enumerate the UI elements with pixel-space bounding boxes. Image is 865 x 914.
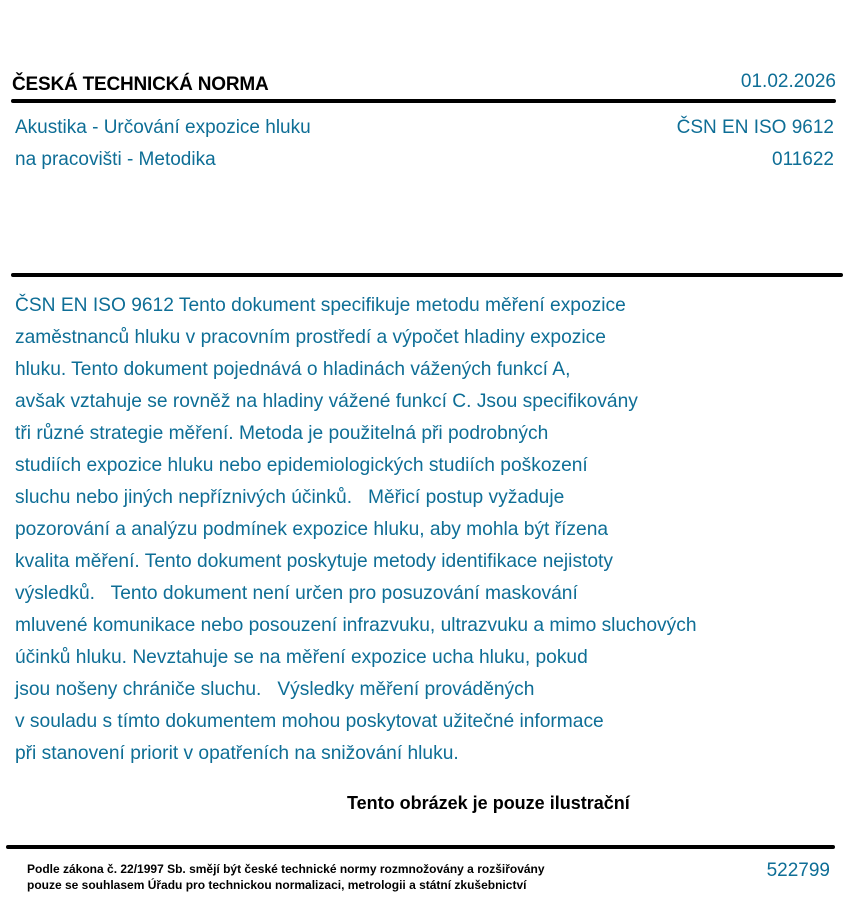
top-divider bbox=[11, 99, 836, 103]
abstract-line: kvalita měření. Tento dokument poskytuje metody identifikace nejistoty bbox=[15, 551, 613, 572]
abstract-line: hluku. Tento dokument pojednává o hladinách vážených funkcí A, bbox=[15, 359, 571, 380]
abstract-line: tři různé strategie měření. Metoda je použitelná při podrobných bbox=[15, 423, 549, 444]
abstract-line: při stanovení priorit v opatřeních na snižování hluku. bbox=[15, 743, 459, 764]
legal-line-1: Podle zákona č. 22/1997 Sb. smějí být české technické normy rozmnožovány a rozšiřovány bbox=[27, 862, 545, 876]
abstract-line: jsou nošeny chrániče sluchu. Výsledky měření prováděných bbox=[15, 679, 535, 700]
abstract-line: avšak vztahuje se rovněž na hladiny vážené funkcí C. Jsou specifikovány bbox=[15, 391, 638, 412]
abstract-text bbox=[15, 290, 845, 770]
abstract-line: sluchu nebo jiných nepříznivých účinků. Měřicí postup vyžaduje bbox=[15, 487, 565, 508]
abstract-line: mluvené komunikace nebo posouzení infrazvuku, ultrazvuku a mimo sluchových bbox=[15, 615, 697, 636]
middle-divider bbox=[11, 273, 843, 277]
issue-date: 01.02.2026 bbox=[740, 71, 836, 92]
abstract-line: studiích expozice hluku nebo epidemiologických studiích poškození bbox=[15, 455, 588, 476]
legal-notice bbox=[27, 861, 545, 893]
standard-designation: ČSN EN ISO 9612 bbox=[676, 117, 834, 138]
standard-title-line-2: na pracovišti - Metodika bbox=[15, 149, 216, 170]
legal-line-2: pouze se souhlasem Úřadu pro technickou normalizaci, metrologii a státní zkušebnictví bbox=[27, 878, 527, 892]
abstract-line: výsledků. Tento dokument není určen pro posuzování maskování bbox=[15, 583, 578, 604]
abstract-line: v souladu s tímto dokumentem mohou poskytovat užitečné informace bbox=[15, 711, 604, 732]
illustration-notice: Tento obrázek je pouze ilustrační bbox=[347, 793, 630, 813]
document-id: 522799 bbox=[766, 860, 830, 881]
abstract-line: účinků hluku. Nevztahuje se na měření expozice ucha hluku, pokud bbox=[15, 647, 588, 668]
bottom-divider bbox=[6, 845, 835, 849]
norm-title: ČESKÁ TECHNICKÁ NORMA bbox=[12, 74, 269, 95]
standard-title-line-1: Akustika - Určování expozice hluku bbox=[15, 117, 311, 138]
abstract-line: ČSN EN ISO 9612 Tento dokument specifikuje metodu měření expozice bbox=[15, 295, 626, 316]
classification-code: 011622 bbox=[772, 149, 834, 170]
abstract-line: pozorování a analýzu podmínek expozice hluku, aby mohla být řízena bbox=[15, 519, 609, 540]
abstract-line: zaměstnanců hluku v pracovním prostředí a výpočet hladiny expozice bbox=[15, 327, 606, 348]
